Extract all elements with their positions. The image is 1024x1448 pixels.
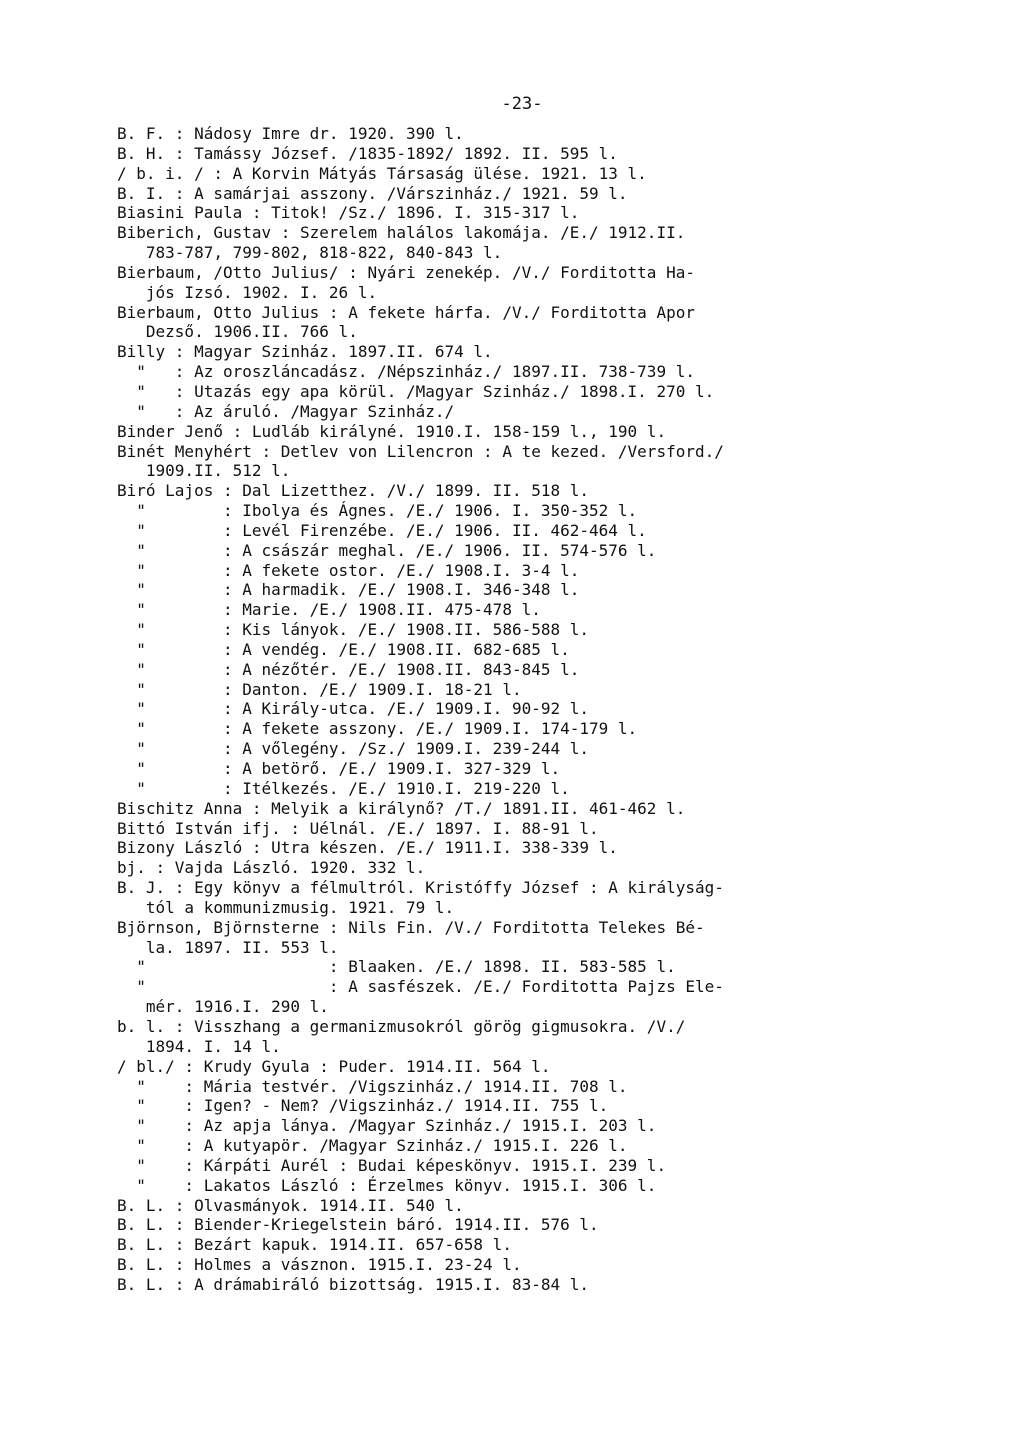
entry-line: " : Igen? - Nem? /Vigszinház./ 1914.II. 755 l. [117,1096,609,1116]
entry-line: " : Levél Firenzébe. /E./ 1906. II. 462-464 l. [117,520,647,540]
entry-line: Biberich, Gustav : Szerelem halálos lakomája. /E./ 1912.II. [117,223,686,243]
entry-line: " : A fekete asszony. /E./ 1909.I. 174-179 l. [117,719,638,739]
entry-line: " : Az apja lánya. /Magyar Szinház./ 1915.I. 203 l. [117,1116,657,1136]
entry-line: B. L. : Biender-Kriegelstein báró. 1914.II. 576 l. [117,1215,599,1235]
entry-line: mér. 1916.I. 290 l. [117,997,329,1017]
entry-line: " : A vőlegény. /Sz./ 1909.I. 239-244 l. [117,739,590,759]
entry-line: Bizony László : Utra készen. /E./ 1911.I. 338-339 l. [117,838,618,858]
entry-line: " : Kis lányok. /E./ 1908.II. 586-588 l. [117,620,590,640]
entry-line: Björnson, Björnsterne : Nils Fin. /V./ Forditotta Telekes Bé- [117,917,705,937]
entry-line: Biró Lajos : Dal Lizetthez. /V./ 1899. II. 518 l. [117,481,590,501]
entry-line: " : Lakatos László : Érzelmes könyv. 1915.I. 306 l. [117,1175,657,1195]
entry-line: " : A harmadik. /E./ 1908.I. 346-348 l. [117,580,580,600]
entry-line: " : Blaaken. /E./ 1898. II. 583-585 l. [117,957,676,977]
entry-line: Bierbaum, Otto Julius : A fekete hárfa. /V./ Forditotta Apor [117,302,695,322]
entry-line: Binét Menyhért : Detlev von Lilencron : A te kezed. /Versford./ [117,441,724,461]
entry-line: Dezső. 1906.II. 766 l. [117,322,358,342]
entry-line: " : Danton. /E./ 1909.I. 18-21 l. [117,679,522,699]
entry-line: Biasini Paula : Titok! /Sz./ 1896. I. 315-317 l. [117,203,580,223]
entry-line: B. L. : Olvasmányok. 1914.II. 540 l. [117,1195,464,1215]
entry-line: bj. : Vajda László. 1920. 332 l. [117,858,426,878]
entry-line: " : Az oroszláncadász. /Népszinház./ 1897.II. 738-739 l. [117,362,695,382]
entry-line: " : A kutyapör. /Magyar Szinház./ 1915.I. 226 l. [117,1136,628,1156]
entry-line: B. L. : A drámabiráló bizottság. 1915.I. 83-84 l. [117,1274,590,1294]
entry-line: B. F. : Nádosy Imre dr. 1920. 390 l. [117,124,464,143]
entry-line: " : Az áruló. /Magyar Szinház./ [117,401,455,421]
entry-line: 1894. I. 14 l. [117,1036,281,1056]
entry-line: Bittó István ifj. : Uélnál. /E./ 1897. I. 88-91 l. [117,818,599,838]
entry-line: la. 1897. II. 553 l. [117,937,339,957]
entry-line: " : A betörő. /E./ 1909.I. 327-329 l. [117,759,561,778]
entry-line: / b. i. / : A Korvin Mátyás Társaság ülése. 1921. 13 l. [117,163,647,183]
entry-line: " : A fekete ostor. /E./ 1908.I. 3-4 l. [117,560,580,580]
entry-line: " : Itélkezés. /E./ 1910.I. 219-220 l. [117,778,570,798]
entry-line: / bl./ : Krudy Gyula : Puder. 1914.II. 564 l. [117,1056,551,1076]
entry-line: B. J. : Egy könyv a félmultról. Kristóffy József : A királyság- [117,878,724,898]
entry-line: Binder Jenő : Ludláb királyné. 1910.I. 158-159 l., 190 l. [117,421,667,441]
entry-line: " : Mária testvér. /Vigszinház./ 1914.II. 708 l. [117,1076,628,1096]
entry-line: Billy : Magyar Szinház. 1897.II. 674 l. [117,342,493,362]
entry-line: Bierbaum, /Otto Julius/ : Nyári zenekép. /V./ Forditotta Ha- [117,262,695,282]
entry-line: " : A vendég. /E./ 1908.II. 682-685 l. [117,639,570,659]
entry-line: B. L. : Bezárt kapuk. 1914.II. 657-658 l. [117,1235,512,1255]
entry-line: " : Kárpáti Aurél : Budai képeskönyv. 1915.I. 239 l. [117,1155,667,1175]
entry-line: Bischitz Anna : Melyik a királynő? /T./ 1891.II. 461-462 l. [117,798,686,818]
entry-line: " : Marie. /E./ 1908.II. 475-478 l. [117,600,541,620]
entry-line: 1909.II. 512 l. [117,461,291,481]
entry-line: 783-787, 799-802, 818-822, 840-843 l. [117,243,503,263]
entry-line: " : A császár meghal. /E./ 1906. II. 574-576 l. [117,540,657,560]
entry-line: " : A sasfészek. /E./ Forditotta Pajzs Ele- [117,977,724,997]
bibliography-entries [117,124,917,1295]
entry-line: " : Ibolya és Ágnes. /E./ 1906. I. 350-352 l. [117,501,638,521]
entry-line: B. H. : Tamássy József. /1835-1892/ 1892. II. 595 l. [117,143,618,163]
entry-line: " : A Király-utca. /E./ 1909.I. 90-92 l. [117,699,590,719]
page-number: -23- [501,94,543,114]
entry-line: B. I. : A samárjai asszony. /Várszinház./ 1921. 59 l. [117,183,628,203]
entry-line: b. l. : Visszhang a germanizmusokról görög gigmusokra. /V./ [117,1016,686,1036]
entry-line: B. L. : Holmes a vásznon. 1915.I. 23-24 l. [117,1255,522,1275]
entry-line: jós Izsó. 1902. I. 26 l. [117,282,378,302]
entry-line: " : Utazás egy apa körül. /Magyar Szinház./ 1898.I. 270 l. [117,381,715,401]
entry-line: " : A nézőtér. /E./ 1908.II. 843-845 l. [117,659,580,679]
entry-line: tól a kommunizmusig. 1921. 79 l. [117,897,455,917]
